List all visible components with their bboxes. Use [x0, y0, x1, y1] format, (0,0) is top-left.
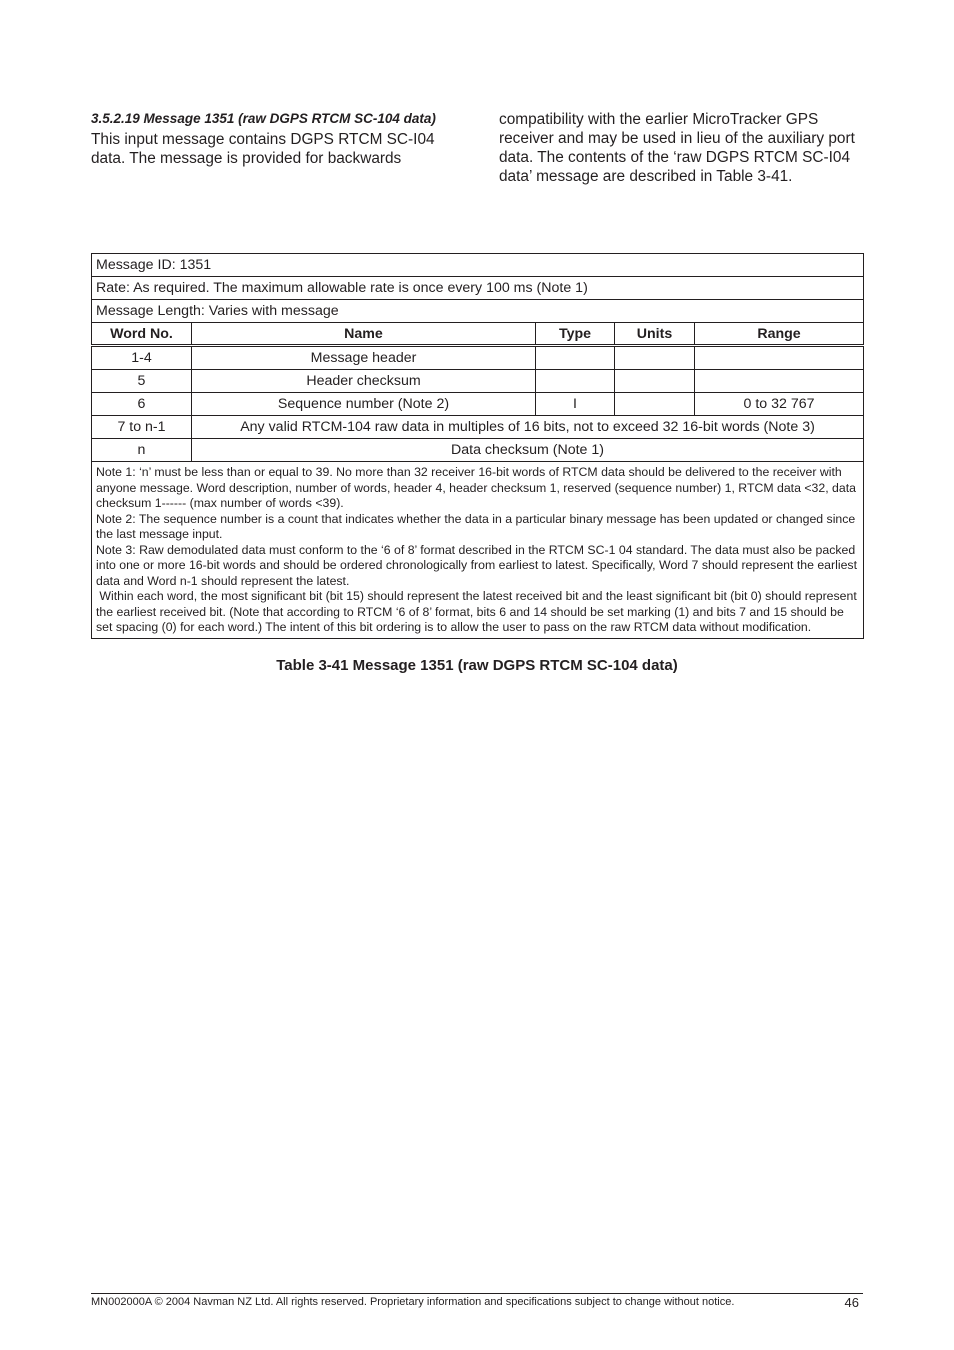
page-number: 46: [844, 1295, 859, 1310]
table-row: [92, 439, 864, 462]
table-row-notes: [92, 462, 864, 639]
name-cell: Any valid RTCM-104 raw data in multiples of 16 bits, not to exceed 32 16-bit words (Note 3): [192, 416, 864, 439]
column-header-type: Type: [536, 323, 615, 346]
range-cell: [695, 370, 864, 393]
table-row: [92, 346, 864, 370]
name-cell: Sequence number (Note 2): [192, 393, 536, 416]
units-cell: [615, 346, 695, 370]
note-3-continued: Within each word, the most significant bit (bit 15) should represent the latest received bit and the least significant bit (bit 0) should represent the earliest received bit. (Note that according to RTCM ‘6 of 8’ format, bits 6 and 14 should be set marking (1) and bits 7 and 15 should be set spacing (0) for each word.) The intent of this bit ordering is to allow the user to pass on the raw RTCM data without modification.: [96, 589, 861, 634]
name-cell: Message header: [192, 346, 536, 370]
notes-cell: [92, 462, 864, 639]
range-cell: [695, 346, 864, 370]
note-1: Note 1: ‘n’ must be less than or equal to 39. No more than 32 receiver 16-bit words of RTCM data should be delivered to the receiver with anyone message. Word description, number of words, header 4, header checksum 1, reserved (sequence number) 1, RTCM data <32, data checksum 1------ (max number of words <39).: [96, 465, 856, 510]
table-row: [92, 370, 864, 393]
table-header-row: [92, 323, 864, 346]
word-no-cell: 5: [92, 370, 192, 393]
intro-paragraph-left: This input message contains DGPS RTCM SC-I04 data. The message is provided for backwards: [91, 131, 435, 167]
word-no-cell: n: [92, 439, 192, 462]
footer-divider: [91, 1293, 863, 1294]
note-3: Note 3: Raw demodulated data must conform to the ‘6 of 8’ format described in the RTCM SC-1 04 standard. The data must also be packed into one or more 16-bit words and should be ordered chronologically from earliest to latest. Specifically, Word 7 should represent the earliest data and Word n-1 should represent the latest.: [96, 542, 857, 588]
name-cell: Data checksum (Note 1): [192, 439, 864, 462]
type-cell: [536, 370, 615, 393]
word-no-cell: 7 to n-1: [92, 416, 192, 439]
word-no-cell: 6: [92, 393, 192, 416]
rate-cell: Rate: As required. The maximum allowable rate is once every 100 ms (Note 1): [92, 277, 864, 300]
intro-paragraph-right: compatibility with the earlier MicroTracker GPS receiver and may be used in lieu of the auxiliary port data. The contents of the ‘raw DGPS RTCM SC-I04 data’ message are described in Table 3-41.: [499, 111, 855, 185]
length-cell: Message Length: Varies with message: [92, 300, 864, 323]
column-header-units: Units: [615, 323, 695, 346]
type-cell: I: [536, 393, 615, 416]
word-no-cell: 1-4: [92, 346, 192, 370]
units-cell: [615, 370, 695, 393]
message-id-cell: Message ID: 1351: [92, 254, 864, 277]
table-caption: Table 3-41 Message 1351 (raw DGPS RTCM SC-104 data): [276, 657, 678, 674]
footer-copyright: MN002000A © 2004 Navman NZ Ltd. All rights reserved. Proprietary information and specifications subject to change without notice.: [91, 1296, 735, 1308]
table-row-length: [92, 300, 864, 323]
column-header-word-no: Word No.: [92, 323, 192, 346]
left-column: [91, 110, 466, 168]
message-table: [91, 253, 864, 639]
name-cell: Header checksum: [192, 370, 536, 393]
table-row-rate: [92, 277, 864, 300]
column-header-range: Range: [695, 323, 864, 346]
table-row: [92, 393, 864, 416]
range-cell: 0 to 32 767: [695, 393, 864, 416]
table-row-message-id: [92, 254, 864, 277]
column-header-name: Name: [192, 323, 536, 346]
right-column: [499, 110, 869, 186]
type-cell: [536, 346, 615, 370]
table-row: [92, 416, 864, 439]
section-heading: 3.5.2.19 Message 1351 (raw DGPS RTCM SC-104 data): [91, 111, 436, 126]
note-2: Note 2: The sequence number is a count that indicates whether the data in a particular binary message has been updated or changed since the last message input.: [96, 511, 856, 541]
units-cell: [615, 393, 695, 416]
